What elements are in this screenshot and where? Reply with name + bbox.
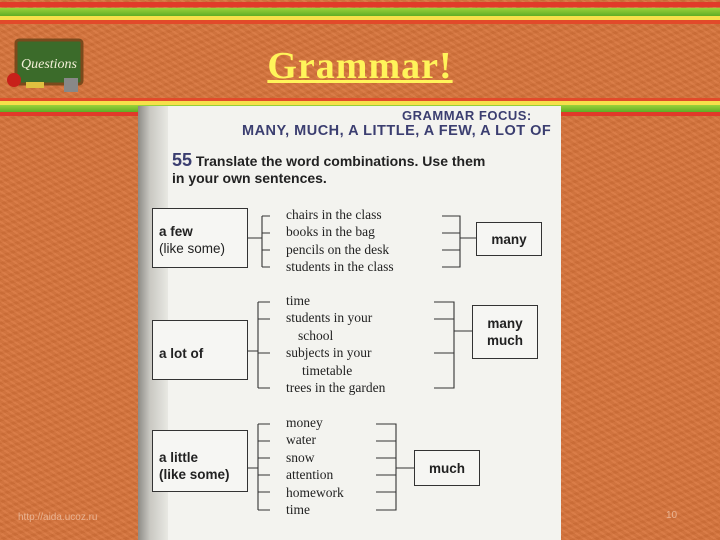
items-list-3 — [286, 414, 344, 518]
list-item: trees in the garden — [286, 380, 386, 396]
top-stripe-red2 — [0, 20, 720, 24]
items-list-1 — [286, 206, 394, 276]
list-item: students in the class — [286, 259, 394, 275]
list-item: school — [298, 327, 334, 343]
task-number: 55 — [172, 150, 193, 170]
top-stripe-green — [0, 8, 720, 16]
footer-url: http://aida.ucoz.ru — [18, 512, 98, 523]
page-title: Grammar! — [267, 45, 453, 87]
quantifier-box-a-lot-of — [152, 320, 248, 380]
list-item: students in your — [286, 310, 373, 326]
list-item: time — [286, 293, 310, 308]
items-list-2 — [286, 292, 385, 396]
list-item: snow — [286, 449, 315, 465]
list-item: water — [286, 432, 316, 448]
answer-text: many — [491, 232, 527, 247]
list-item: time — [286, 502, 310, 518]
quantifier-box-a-few — [152, 208, 248, 268]
top-stripe-red — [0, 2, 720, 7]
list-item: timetable — [302, 362, 353, 378]
task-line-1: Translate the word combinations. Use them — [195, 153, 486, 169]
answer-box-many-much — [472, 305, 538, 359]
quantifier-note: (like some) — [159, 467, 230, 482]
task-line-2: in your own sentences. — [172, 170, 327, 186]
quantifier-box-a-little — [152, 430, 248, 492]
list-item: books in the bag — [286, 224, 375, 240]
list-item: money — [286, 415, 323, 430]
quantifier-text: a little — [159, 450, 199, 465]
answer-box-many — [476, 222, 542, 256]
answer-box-much — [414, 450, 480, 486]
list-item: chairs in the class — [286, 207, 382, 222]
textbook-page — [138, 106, 561, 540]
page-number: 10 — [666, 510, 678, 521]
quantifier-text: a few — [159, 224, 193, 239]
list-item: pencils on the desk — [286, 241, 390, 257]
list-item: subjects in your — [286, 345, 372, 361]
list-item: homework — [286, 484, 344, 500]
logo-text: Questions — [21, 57, 77, 72]
quantifier-note: (like some) — [159, 241, 226, 256]
quantifier-text: a lot of — [159, 346, 204, 361]
grammar-focus-topics: MANY, MUCH, A LITTLE, A FEW, A LOT OF — [242, 123, 552, 139]
list-item: attention — [286, 467, 334, 483]
answer-text: much — [428, 461, 465, 476]
grammar-focus-label: GRAMMAR FOCUS: — [402, 108, 532, 123]
answer-text: much — [486, 333, 523, 348]
answer-text: many — [487, 316, 523, 331]
